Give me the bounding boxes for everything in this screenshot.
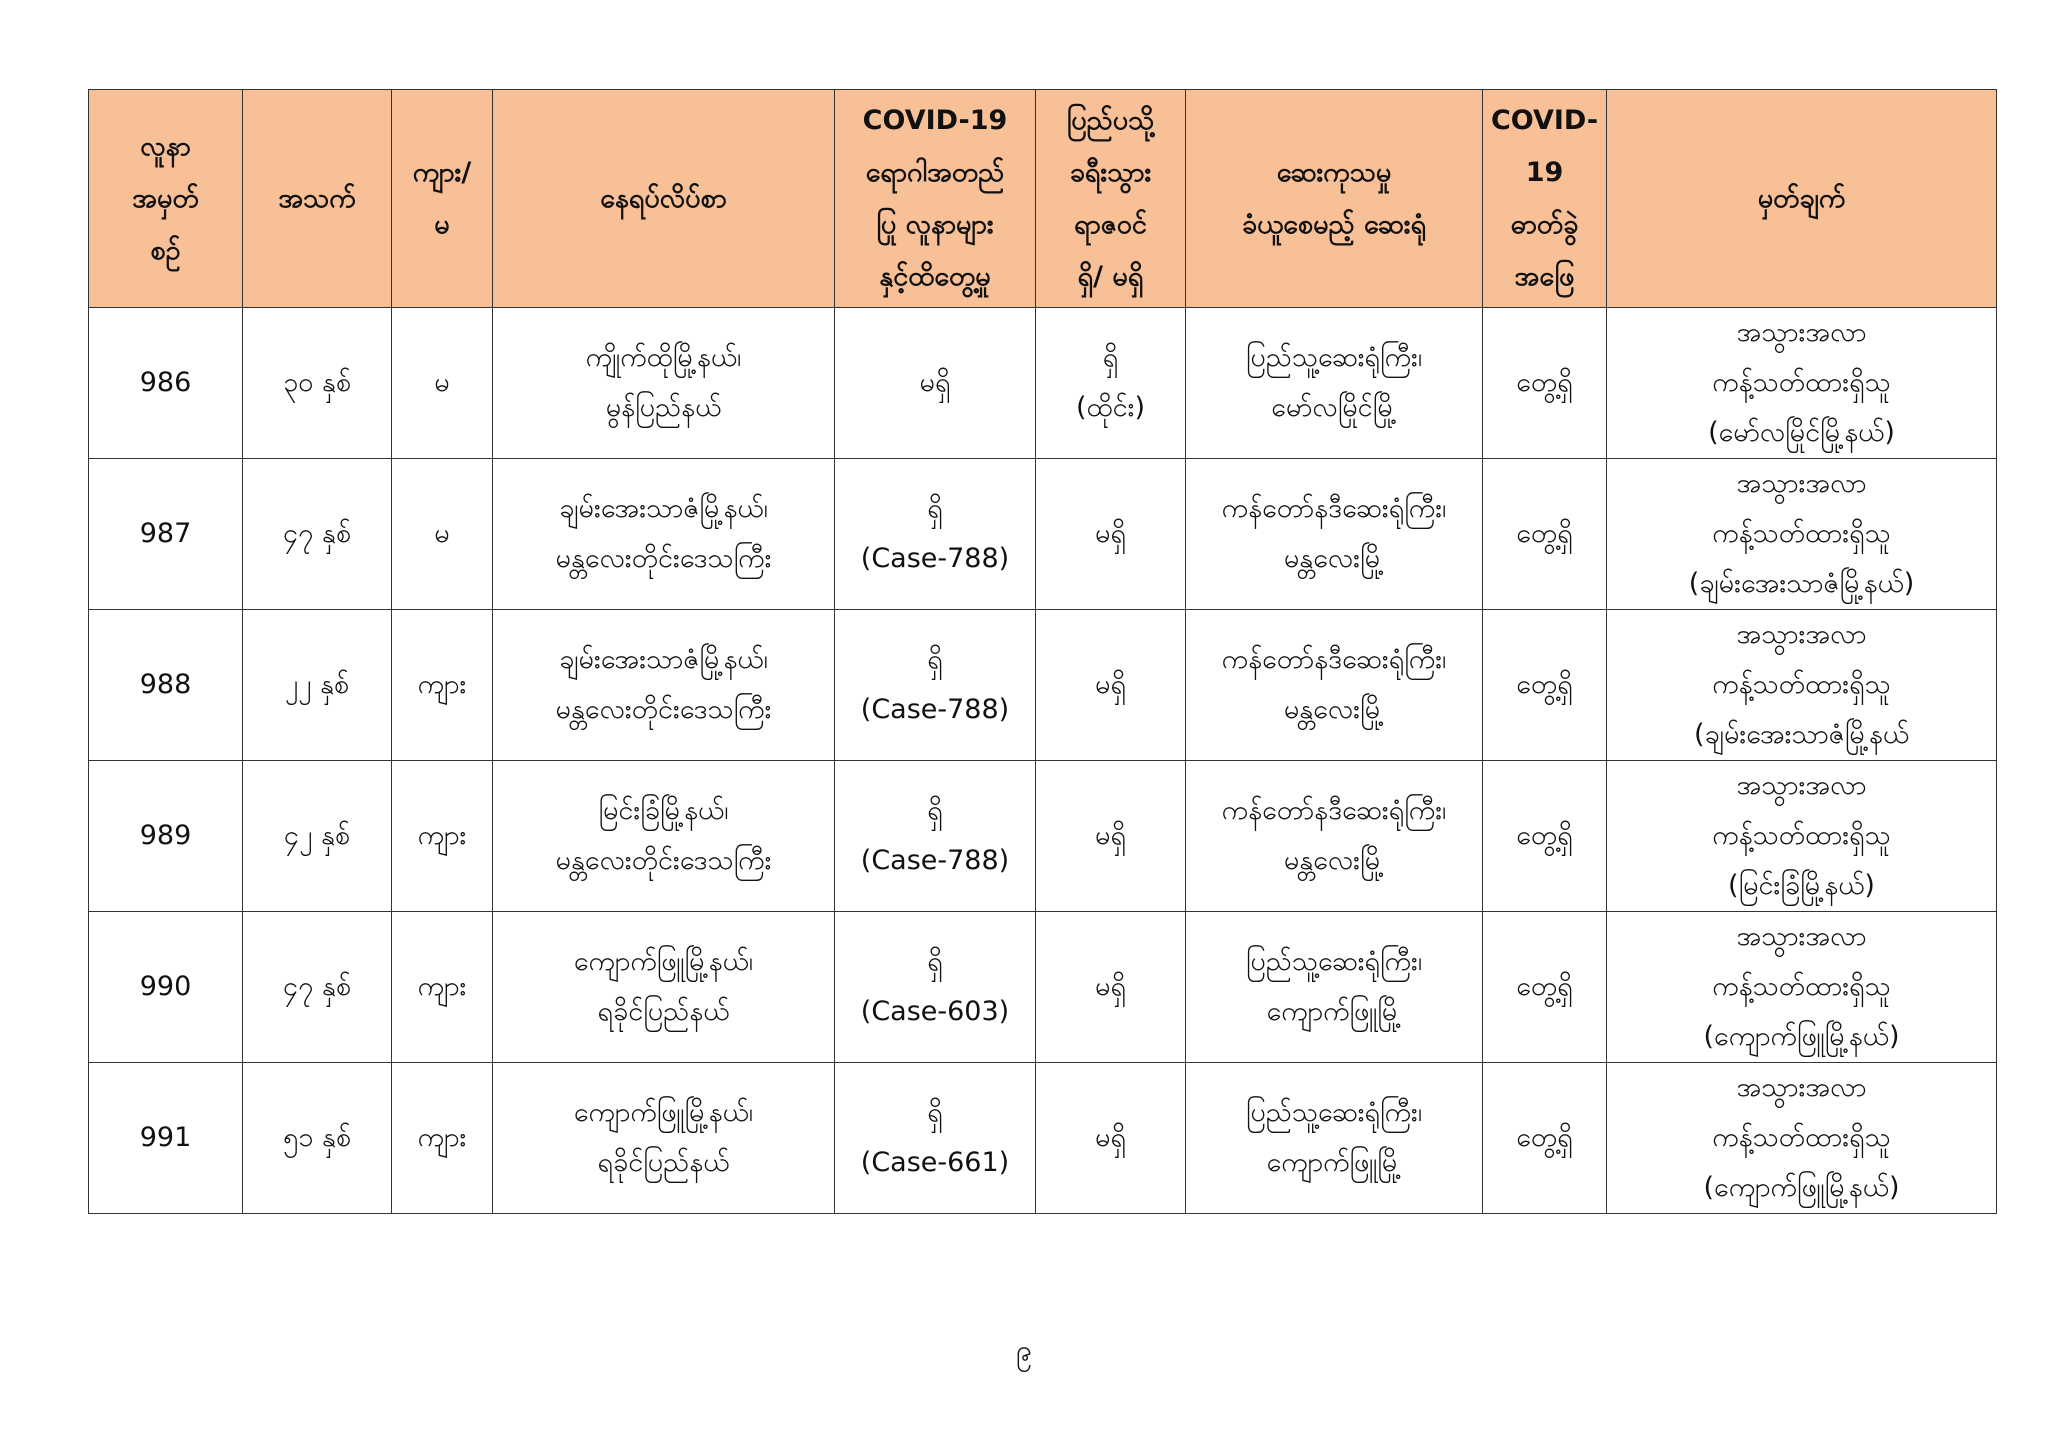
table-row <box>89 308 1997 459</box>
cell-hospital <box>1186 912 1483 1063</box>
cell-address-line: မြင်းခြံမြို့နယ်၊ <box>598 795 729 826</box>
cell-hospital-line: ကန်တော်နဒီဆေးရုံကြီး၊ <box>1221 795 1447 826</box>
cell-travel-history-line: မရှိ <box>1095 971 1126 1002</box>
cell-lab-result: တွေ့ရှိ <box>1483 459 1607 610</box>
header-text-line: နေရပ်လိပ်စာ <box>600 182 727 214</box>
header-contact <box>835 90 1036 308</box>
cell-address-line: ချမ်းအေးသာဇံမြို့နယ်၊ <box>559 644 768 675</box>
table-body <box>89 308 1997 1214</box>
header-text-line: စဉ် <box>150 234 181 266</box>
header-age <box>243 90 392 308</box>
cell-contact-line: (Case-788) <box>860 694 1010 725</box>
cell-travel-history-line: မရှိ <box>1095 518 1126 549</box>
cell-remark <box>1607 459 1997 610</box>
cell-hospital-line: မန္တလေးမြို့ <box>1283 845 1385 876</box>
header-text-line: အဖြေ <box>1514 260 1575 292</box>
header-text-line: ရှိ/ မရှိ <box>1077 260 1144 292</box>
cell-sex: မ <box>392 459 493 610</box>
header-text-line: ရောဂါအတည် <box>865 156 1005 188</box>
cell-contact-line: ရှိ <box>927 1097 943 1128</box>
header-text-line: COVID-19 <box>862 104 1008 136</box>
table-row <box>89 459 1997 610</box>
cell-age: ၄၇ နှစ် <box>243 912 392 1063</box>
cell-hospital-line: ပြည်သူ့ဆေးရုံကြီး၊ <box>1245 342 1423 373</box>
header-text-line: မှတ်ချက် <box>1757 182 1846 214</box>
cell-contact <box>835 610 1036 761</box>
cell-remark-line: အသွားအလာ <box>1736 921 1867 952</box>
cell-lab-result: တွေ့ရှိ <box>1483 308 1607 459</box>
header-text-line: ရာဇဝင် <box>1074 208 1147 240</box>
cell-address-line: မွန်ပြည်နယ် <box>605 392 722 423</box>
header-text-line: မ <box>434 208 450 240</box>
header-patient-number <box>89 90 243 308</box>
cell-lab-result: တွေ့ရှိ <box>1483 610 1607 761</box>
table-row <box>89 761 1997 912</box>
cell-hospital <box>1186 761 1483 912</box>
cell-travel-history-line: (ထိုင်း) <box>1075 392 1145 423</box>
cell-hospital <box>1186 610 1483 761</box>
table-row <box>89 1063 1997 1214</box>
cell-address <box>493 308 835 459</box>
cell-contact <box>835 459 1036 610</box>
cell-travel-history-line: မရှိ <box>1095 669 1126 700</box>
cell-address <box>493 912 835 1063</box>
cell-contact <box>835 912 1036 1063</box>
cell-patient-number: 986 <box>89 308 243 459</box>
cell-sex: ကျား <box>392 761 493 912</box>
header-text-line: အမှတ် <box>132 182 199 214</box>
cell-remark <box>1607 610 1997 761</box>
cell-address-line: မန္တလေးတိုင်းဒေသကြီး <box>555 543 772 574</box>
cell-travel-history <box>1036 1063 1186 1214</box>
header-text-line: ခရီးသွား <box>1069 156 1152 188</box>
cell-contact <box>835 308 1036 459</box>
cell-age: ၄၂ နှစ် <box>243 761 392 912</box>
header-hospital <box>1186 90 1483 308</box>
cell-hospital <box>1186 459 1483 610</box>
cell-remark <box>1607 1063 1997 1214</box>
cell-contact-line: (Case-603) <box>860 996 1010 1027</box>
cell-lab-result: တွေ့ရှိ <box>1483 912 1607 1063</box>
cell-remark-line: အသွားအလာ <box>1736 619 1867 650</box>
page-number: ၉ <box>1016 1334 1032 1367</box>
cell-patient-number: 989 <box>89 761 243 912</box>
cell-travel-history <box>1036 459 1186 610</box>
cell-address-line: ချမ်းအေးသာဇံမြို့နယ်၊ <box>559 493 768 524</box>
cell-sex: မ <box>392 308 493 459</box>
cell-hospital-line: ကန်တော်နဒီဆေးရုံကြီး၊ <box>1221 644 1447 675</box>
cell-remark-line: (မြင်းခြံမြို့နယ်) <box>1728 870 1875 901</box>
cell-hospital <box>1186 1063 1483 1214</box>
cell-hospital <box>1186 308 1483 459</box>
cell-remark-line: ကန့်သတ်ထားရှိသူ <box>1712 367 1891 398</box>
cell-remark-line: အသွားအလာ <box>1736 317 1867 348</box>
cell-contact <box>835 761 1036 912</box>
cell-contact-line: မရှိ <box>919 367 951 398</box>
cell-hospital-line: ကန်တော်နဒီဆေးရုံကြီး၊ <box>1221 493 1447 524</box>
cell-remark-line: အသွားအလာ <box>1736 770 1867 801</box>
cell-hospital-line: ပြည်သူ့ဆေးရုံကြီး၊ <box>1245 946 1423 977</box>
cell-sex: ကျား <box>392 610 493 761</box>
cell-remark-line: ကန့်သတ်ထားရှိသူ <box>1712 1122 1891 1153</box>
cell-age: ၅၁ နှစ် <box>243 1063 392 1214</box>
cell-remark-line: ကန့်သတ်ထားရှိသူ <box>1712 971 1891 1002</box>
cell-contact-line: (Case-788) <box>860 845 1010 876</box>
header-remark <box>1607 90 1997 308</box>
cell-age: ၂၂ နှစ် <box>243 610 392 761</box>
header-lab-result <box>1483 90 1607 308</box>
covid-case-table <box>88 89 1997 1214</box>
header-sex <box>392 90 493 308</box>
header-text-line: ပြု လူနာများ <box>876 208 994 240</box>
cell-hospital-line: မန္တလေးမြို့ <box>1283 543 1385 574</box>
cell-contact <box>835 1063 1036 1214</box>
cell-contact-line: ရှိ <box>927 946 943 977</box>
cell-travel-history <box>1036 610 1186 761</box>
cell-address-line: ရခိုင်ပြည်နယ် <box>597 996 730 1027</box>
cell-patient-number: 988 <box>89 610 243 761</box>
cell-hospital-line: မန္တလေးမြို့ <box>1283 694 1385 725</box>
cell-address-line: ကျိုက်ထိုမြို့နယ်၊ <box>585 342 742 373</box>
header-text-line: ကျား/ <box>412 156 472 188</box>
header-text-line: 19 <box>1525 156 1564 188</box>
cell-address <box>493 459 835 610</box>
cell-patient-number: 987 <box>89 459 243 610</box>
table-header-row <box>89 90 1997 308</box>
header-text-line: ပြည်ပသို့ <box>1066 104 1155 136</box>
cell-contact-line: ရှိ <box>927 795 943 826</box>
cell-contact-line: (Case-788) <box>860 543 1010 574</box>
cell-remark-line: (ကျောက်ဖြူမြို့နယ်) <box>1703 1021 1900 1052</box>
cell-remark-line: ကန့်သတ်ထားရှိသူ <box>1712 518 1891 549</box>
header-text-line: လူနာ <box>140 130 191 162</box>
cell-remark-line: (မော်လမြိုင်မြို့နယ်) <box>1708 417 1895 448</box>
header-travel-history <box>1036 90 1186 308</box>
cell-address-line: ကျောက်ဖြူမြို့နယ်၊ <box>573 946 754 977</box>
cell-sex: ကျား <box>392 1063 493 1214</box>
cell-hospital-line: ကျောက်ဖြူမြို့ <box>1266 996 1402 1027</box>
cell-lab-result: တွေ့ရှိ <box>1483 761 1607 912</box>
cell-address <box>493 610 835 761</box>
header-text-line: COVID- <box>1490 104 1599 136</box>
cell-remark-line: ကန့်သတ်ထားရှိသူ <box>1712 669 1891 700</box>
cell-age: ၄၇ နှစ် <box>243 459 392 610</box>
cell-hospital-line: မော်လမြိုင်မြို့ <box>1271 392 1397 423</box>
header-text-line: ဓာတ်ခွဲ <box>1510 208 1579 240</box>
cell-lab-result: တွေ့ရှိ <box>1483 1063 1607 1214</box>
header-text-line: နှင့်ထိတွေ့မှု <box>879 260 991 292</box>
cell-address-line: ရခိုင်ပြည်နယ် <box>597 1147 730 1178</box>
cell-contact-line: (Case-661) <box>860 1147 1010 1178</box>
cell-hospital-line: ပြည်သူ့ဆေးရုံကြီး၊ <box>1245 1097 1423 1128</box>
cell-contact-line: ရှိ <box>927 644 943 675</box>
header-address <box>493 90 835 308</box>
cell-travel-history <box>1036 761 1186 912</box>
cell-remark <box>1607 308 1997 459</box>
header-text-line: အသက် <box>278 182 356 214</box>
cell-sex: ကျား <box>392 912 493 1063</box>
cell-address-line: မန္တလေးတိုင်းဒေသကြီး <box>555 694 772 725</box>
cell-remark-line: (ချမ်းအေးသာဇံမြို့နယ်) <box>1688 568 1915 599</box>
cell-patient-number: 990 <box>89 912 243 1063</box>
cell-address-line: မန္တလေးတိုင်းဒေသကြီး <box>555 845 772 876</box>
table-row <box>89 610 1997 761</box>
cell-remark-line: (ချမ်းအေးသာဇံမြို့နယ် <box>1693 719 1910 750</box>
cell-travel-history-line: မရှိ <box>1095 1122 1126 1153</box>
cell-remark-line: အသွားအလာ <box>1736 1072 1867 1103</box>
cell-remark <box>1607 761 1997 912</box>
cell-contact-line: ရှိ <box>927 493 943 524</box>
cell-travel-history <box>1036 912 1186 1063</box>
cell-travel-history-line: မရှိ <box>1095 820 1126 851</box>
cell-remark-line: ကန့်သတ်ထားရှိသူ <box>1712 820 1891 851</box>
cell-travel-history <box>1036 308 1186 459</box>
table-row <box>89 912 1997 1063</box>
cell-remark-line: (ကျောက်ဖြူမြို့နယ်) <box>1703 1172 1900 1203</box>
cell-hospital-line: ကျောက်ဖြူမြို့ <box>1266 1147 1402 1178</box>
cell-patient-number: 991 <box>89 1063 243 1214</box>
cell-address <box>493 761 835 912</box>
cell-remark-line: အသွားအလာ <box>1736 468 1867 499</box>
cell-remark <box>1607 912 1997 1063</box>
header-text-line: ခံယူစေမည့် ဆေးရုံ <box>1241 208 1427 240</box>
cell-address <box>493 1063 835 1214</box>
header-text-line: ဆေးကုသမှု <box>1276 156 1392 188</box>
cell-travel-history-line: ရှိ <box>1102 342 1119 373</box>
cell-age: ၃၀ နှစ် <box>243 308 392 459</box>
cell-address-line: ကျောက်ဖြူမြို့နယ်၊ <box>573 1097 754 1128</box>
